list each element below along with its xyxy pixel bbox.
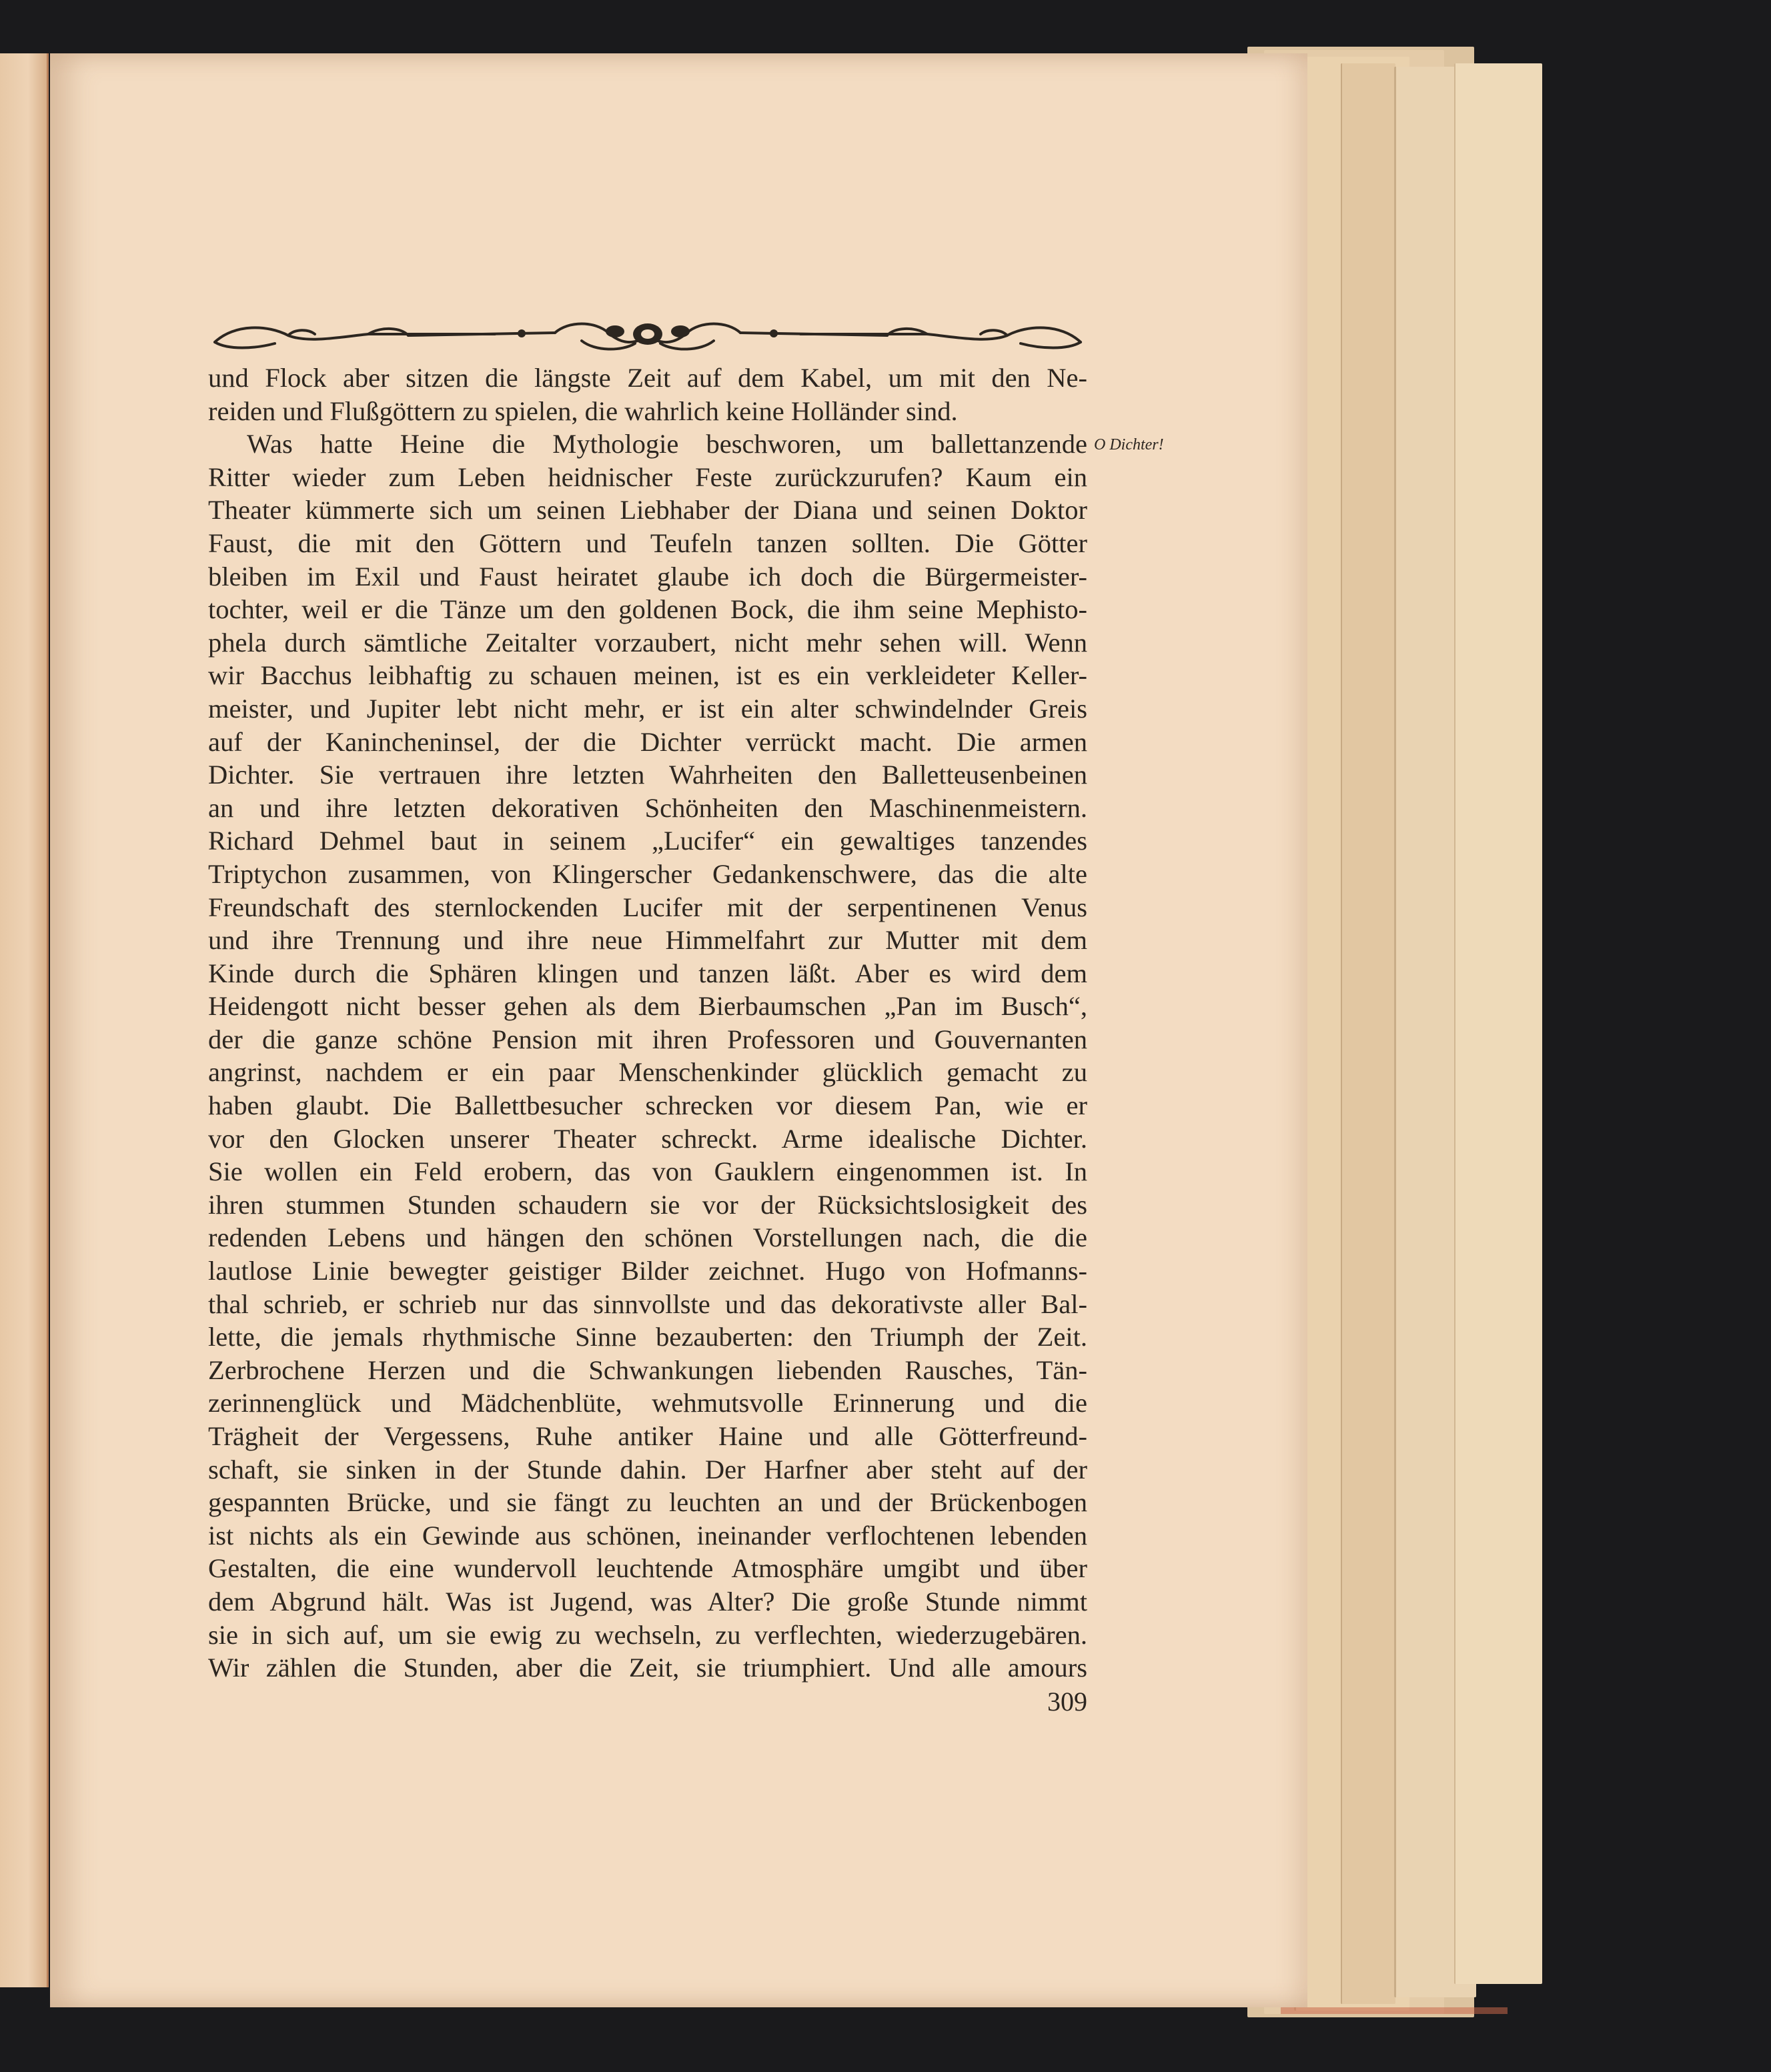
text-line: Richard Dehmel baut in seinem „Lucifer“ ein gewaltiges tanzendes (208, 826, 1087, 856)
text-line: meister, und Jupiter lebt nicht mehr, er ist ein alter schwindelnder Greis (208, 693, 1087, 724)
text-line: Faust, die mit den Göttern und Teufeln tanzen sollten. Die Götter (208, 528, 1087, 558)
text-line: der die ganze schöne Pension mit ihren Professoren und Gouvernanten (208, 1024, 1087, 1054)
text-line: dem Abgrund hält. Was ist Jugend, was Alter? Die große Stunde nimmt (208, 1586, 1087, 1617)
text-line: und Flock aber sitzen die längste Zeit auf dem Kabel, um mit den Ne- (208, 363, 1087, 393)
text-line: haben glaubt. Die Ballettbesucher schrecken vor diesem Pan, wie er (208, 1090, 1087, 1121)
text-line: Triptychon zusammen, von Klingerscher Gedankenschwere, das die alte (208, 858, 1087, 889)
page-number: 309 (1047, 1687, 1087, 1717)
ornamental-headpiece (208, 317, 1087, 357)
text-line: ist nichts als ein Gewinde aus schönen, ineinander verflochtenen lebenden (208, 1520, 1087, 1550)
body-text (208, 361, 1087, 1685)
text-line: redenden Lebens und hängen den schönen Vorstellungen nach, die die (208, 1222, 1087, 1253)
text-line: Heidengott nicht besser gehen als dem Bierbaumschen „Pan im Busch“, (208, 991, 1087, 1022)
text-line: vor den Glocken unserer Theater schreckt. Arme idealische Dichter. (208, 1123, 1087, 1154)
text-line: an und ihre letzten dekorativen Schönheiten den Maschinenmeistern. (208, 792, 1087, 823)
text-line: auf der Kanincheninsel, der die Dichter verrückt macht. Die armen (208, 726, 1087, 757)
text-line: Was hatte Heine die Mythologie beschworen, um ballettanzende (247, 429, 1087, 459)
page-edges (1341, 63, 1395, 2004)
text-line: zerinnenglück und Mädchenblüte, wehmutsvolle Erinnerung und die (208, 1388, 1087, 1418)
text-line: Dichter. Sie vertrauen ihre letzten Wahrheiten den Balletteusenbeinen (208, 760, 1087, 790)
text-line: lautlose Linie bewegter geistiger Bilder zeichnet. Hugo von Hofmanns- (208, 1256, 1087, 1286)
text-line: Freundschaft des sternlockenden Lucifer mit der serpentinenen Venus (208, 892, 1087, 922)
text-line: reiden und Flußgöttern zu spielen, die wahrlich keine Holländer sind. (208, 395, 958, 426)
text-line: phela durch sämtliche Zeitalter vorzaubert, nicht mehr sehen will. Wenn (208, 627, 1087, 658)
text-line: Trägheit der Vergessens, Ruhe antiker Haine und alle Götterfreund- (208, 1421, 1087, 1451)
page-edge-stain (1281, 2007, 1508, 2014)
text-line: Wir zählen die Stunden, aber die Zeit, sie triumphiert. Und alle amours (208, 1653, 1087, 1683)
text-line: Zerbrochene Herzen und die Schwankungen liebenden Rausches, Tän- (208, 1354, 1087, 1385)
facing-page-edge (0, 53, 49, 1987)
text-line: sie in sich auf, um sie ewig zu wechseln, zu verflechten, wiederzugebären. (208, 1619, 1087, 1650)
text-line: tochter, weil er die Tänze um den goldenen Bock, die ihm seine Mephisto- (208, 594, 1087, 625)
text-line: lette, die jemals rhythmische Sinne bezauberten: den Triumph der Zeit. (208, 1322, 1087, 1352)
text-line: und ihre Trennung und ihre neue Himmelfahrt zur Mutter mit dem (208, 925, 1087, 956)
marginal-note: O Dichter! (1094, 436, 1164, 453)
text-line: Kinde durch die Sphären klingen und tanzen läßt. Aber es wird dem (208, 958, 1087, 988)
text-line: bleiben im Exil und Faust heiratet glaube ich doch die Bürgermeister- (208, 561, 1087, 592)
text-line: gespannten Brücke, und sie fängt zu leuchten an und der Brückenbogen (208, 1487, 1087, 1518)
text-line: ihren stummen Stunden schaudern sie vor der Rücksichtslosigkeit des (208, 1189, 1087, 1220)
text-line: Theater kümmerte sich um seinen Liebhaber der Diana und seinen Doktor (208, 495, 1087, 526)
page-edges (1454, 63, 1542, 1984)
text-line: thal schrieb, er schrieb nur das sinnvollste und das dekorativste aller Bal- (208, 1288, 1087, 1319)
text-line: Ritter wieder zum Leben heidnischer Feste zurückzurufen? Kaum ein (208, 461, 1087, 492)
text-line: Gestalten, die eine wundervoll leuchtende Atmosphäre umgibt und über (208, 1553, 1087, 1584)
book-page (50, 53, 1307, 2007)
text-line: Sie wollen ein Feld erobern, das von Gauklern eingenommen ist. In (208, 1156, 1087, 1187)
text-line: schaft, sie sinken in der Stunde dahin. Der Harfner aber steht auf der (208, 1454, 1087, 1484)
text-line: angrinst, nachdem er ein paar Menschenkinder glücklich gemacht zu (208, 1057, 1087, 1088)
text-line: wir Bacchus leibhaftig zu schauen meinen, ist es ein verkleideter Keller- (208, 660, 1087, 691)
